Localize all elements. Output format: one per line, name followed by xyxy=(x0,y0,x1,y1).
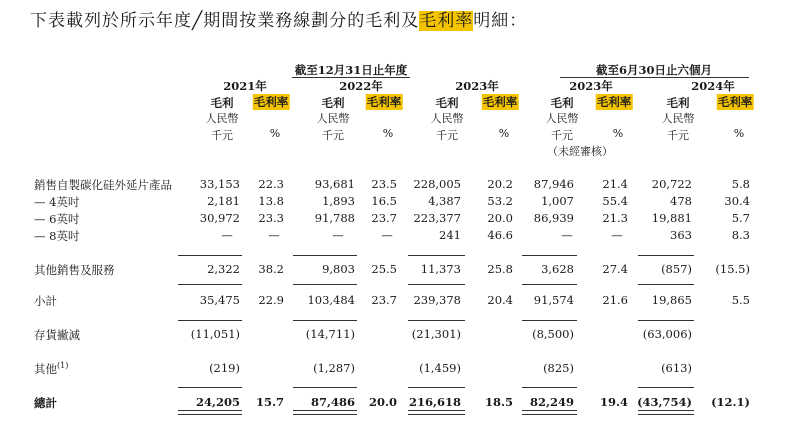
cell-gross-profit: 216,618 xyxy=(408,395,461,409)
cell-gross-profit: 223,377 xyxy=(413,211,461,225)
rule-before-writedown xyxy=(408,320,465,321)
cell-gross-profit: 2,181 xyxy=(207,194,240,208)
cell-gross-profit: (1,459) xyxy=(419,361,461,375)
col-currency: 人民幣 xyxy=(430,112,464,125)
cell-margin: 20.4 xyxy=(487,293,513,307)
year-header: 2023年 xyxy=(569,79,613,93)
cell-gross-profit: 93,681 xyxy=(314,177,355,191)
col-percent: % xyxy=(382,127,394,140)
rule-before-other-sales xyxy=(178,255,242,256)
col-gross-profit: 毛利 xyxy=(550,96,574,110)
intro-pre: 下表載列於所示年度╱期間按業務線劃分的毛利及 xyxy=(30,11,420,31)
double-rule-total xyxy=(522,410,577,415)
row-label-writedown: 存貨撇減 xyxy=(34,328,80,342)
cell-gross-profit: 19,881 xyxy=(651,211,692,225)
cell-margin: — xyxy=(268,228,280,242)
cell-gross-profit: 87,486 xyxy=(310,395,355,409)
intro-text xyxy=(30,6,527,31)
rule-before-total xyxy=(638,387,694,388)
cell-margin: 38.2 xyxy=(258,262,284,276)
col-unit: 千元 xyxy=(322,129,344,142)
rule-before-writedown xyxy=(293,320,357,321)
cell-margin: 55.4 xyxy=(602,194,628,208)
rule-after-other-sales xyxy=(408,284,465,285)
cell-gross-profit: — xyxy=(221,228,233,242)
cell-gross-profit: (1,287) xyxy=(313,361,355,375)
cell-margin: 20.0 xyxy=(487,211,513,225)
intro-highlight: 毛利率 xyxy=(419,11,474,31)
cell-margin: 30.4 xyxy=(724,194,750,208)
cell-margin: — xyxy=(611,228,623,242)
cell-gross-profit: 1,893 xyxy=(322,194,355,208)
col-unit: 千元 xyxy=(667,129,689,142)
cell-margin: — xyxy=(381,228,393,242)
group-header-fy: 截至12月31日止年度 xyxy=(294,63,408,77)
cell-gross-profit: 4,387 xyxy=(428,194,461,208)
cell-margin: 25.8 xyxy=(487,262,513,276)
col-unit: 千元 xyxy=(551,129,573,142)
row-label-sic: 銷售自製碳化硅外延片產品 xyxy=(34,178,172,192)
col-gross-profit: 毛利 xyxy=(666,96,690,110)
cell-gross-profit: 35,475 xyxy=(199,293,240,307)
rule-before-total xyxy=(408,387,465,388)
col-currency: 人民幣 xyxy=(316,112,350,125)
cell-gross-profit: (63,006) xyxy=(642,327,692,341)
col-gross-profit: 毛利 xyxy=(210,96,234,110)
rule-after-other-sales xyxy=(178,284,242,285)
cell-gross-profit: 91,574 xyxy=(533,293,574,307)
cell-gross-profit: 33,153 xyxy=(199,177,240,191)
cell-gross-profit: 1,007 xyxy=(541,194,574,208)
row-label-in4: — 4英吋 xyxy=(34,195,80,209)
col-percent: % xyxy=(612,127,624,140)
cell-margin: 5.8 xyxy=(731,177,750,191)
rule-after-other-sales xyxy=(522,284,577,285)
rule-before-writedown xyxy=(178,320,242,321)
cell-margin: 21.3 xyxy=(602,211,628,225)
cell-gross-profit: 24,205 xyxy=(195,395,240,409)
rule-before-writedown xyxy=(522,320,577,321)
cell-gross-profit: 3,628 xyxy=(541,262,574,276)
cell-margin: 23.5 xyxy=(371,177,397,191)
rule-before-other-sales xyxy=(408,255,465,256)
col-margin-highlight: 毛利率 xyxy=(482,95,518,109)
cell-gross-profit: 19,865 xyxy=(651,293,692,307)
cell-margin: 22.9 xyxy=(258,293,284,307)
cell-gross-profit: 228,005 xyxy=(413,177,461,191)
cell-gross-profit: 103,484 xyxy=(307,293,355,307)
cell-gross-profit: 91,788 xyxy=(314,211,355,225)
year-header: 2024年 xyxy=(691,79,735,93)
cell-gross-profit: (21,301) xyxy=(411,327,461,341)
cell-gross-profit: 2,322 xyxy=(207,262,240,276)
year-header: 2022年 xyxy=(339,79,383,93)
cell-margin: 23.3 xyxy=(258,211,284,225)
cell-gross-profit: 478 xyxy=(670,194,692,208)
col-gross-profit: 毛利 xyxy=(321,96,345,110)
row-label-in8: — 8英吋 xyxy=(34,229,80,243)
intro-post: 明細： xyxy=(473,11,528,31)
cell-gross-profit: 241 xyxy=(439,228,461,242)
cell-gross-profit: 82,249 xyxy=(529,395,574,409)
col-margin-highlight: 毛利率 xyxy=(717,95,753,109)
rule-before-other-sales xyxy=(638,255,694,256)
col-percent: % xyxy=(498,127,510,140)
col-unaudited-note: （未經審核） xyxy=(547,145,613,158)
rule-before-total xyxy=(293,387,357,388)
rule-before-writedown xyxy=(638,320,694,321)
col-currency: 人民幣 xyxy=(545,112,579,125)
col-unit: 千元 xyxy=(211,129,233,142)
cell-margin: 15.7 xyxy=(255,395,284,409)
cell-margin: 21.4 xyxy=(602,177,628,191)
col-margin-highlight: 毛利率 xyxy=(253,95,289,109)
col-currency: 人民幣 xyxy=(661,112,695,125)
group-header-6m: 截至6月30日止六個月 xyxy=(595,63,713,77)
cell-margin: 16.5 xyxy=(371,194,397,208)
cell-margin: 18.5 xyxy=(484,395,513,409)
footnote-marker: (1) xyxy=(57,361,69,371)
year-header: 2023年 xyxy=(455,79,499,93)
cell-gross-profit: (8,500) xyxy=(532,327,574,341)
col-margin-highlight: 毛利率 xyxy=(366,95,402,109)
cell-gross-profit: 239,378 xyxy=(413,293,461,307)
cell-margin: 23.7 xyxy=(371,211,397,225)
cell-margin: 20.2 xyxy=(487,177,513,191)
cell-margin: 8.3 xyxy=(731,228,750,242)
cell-gross-profit: (219) xyxy=(209,361,240,375)
cell-margin: 27.4 xyxy=(602,262,628,276)
row-label-in6: — 6英吋 xyxy=(34,212,80,226)
rule-before-total xyxy=(522,387,577,388)
cell-margin: 5.5 xyxy=(731,293,750,307)
cell-margin: (15.5) xyxy=(715,262,750,276)
double-rule-total xyxy=(408,410,465,415)
cell-margin: (12.1) xyxy=(711,395,750,409)
double-rule-total xyxy=(178,410,242,415)
cell-margin: 5.7 xyxy=(731,211,750,225)
col-margin-highlight: 毛利率 xyxy=(596,95,632,109)
cell-margin: 20.0 xyxy=(368,395,397,409)
row-label-others: 其他$^{(1)}$ xyxy=(34,361,69,376)
cell-margin: 21.6 xyxy=(602,293,628,307)
year-header: 2021年 xyxy=(223,79,267,93)
double-rule-total xyxy=(638,410,694,415)
rule-before-other-sales xyxy=(522,255,577,256)
cell-margin: 19.4 xyxy=(599,395,628,409)
row-label-other-sales: 其他銷售及服務 xyxy=(34,263,115,277)
cell-gross-profit: 87,946 xyxy=(533,177,574,191)
col-unit: 千元 xyxy=(436,129,458,142)
cell-margin: 22.3 xyxy=(258,177,284,191)
col-percent: % xyxy=(733,127,745,140)
cell-gross-profit: (43,754) xyxy=(637,395,692,409)
rule-before-total xyxy=(178,387,242,388)
rule-after-other-sales xyxy=(638,284,694,285)
rule-before-other-sales xyxy=(293,255,357,256)
cell-gross-profit: (857) xyxy=(661,262,692,276)
cell-gross-profit: (11,051) xyxy=(190,327,240,341)
double-rule-total xyxy=(293,410,357,415)
cell-gross-profit: — xyxy=(332,228,344,242)
cell-gross-profit: (825) xyxy=(543,361,574,375)
cell-margin: 23.7 xyxy=(371,293,397,307)
cell-gross-profit: 363 xyxy=(670,228,692,242)
cell-margin: 53.2 xyxy=(487,194,513,208)
col-gross-profit: 毛利 xyxy=(435,96,459,110)
cell-gross-profit: 11,373 xyxy=(420,262,461,276)
cell-gross-profit: — xyxy=(561,228,573,242)
cell-gross-profit: (14,711) xyxy=(305,327,355,341)
row-label-subtotal: 小計 xyxy=(34,294,57,308)
cell-gross-profit: 9,803 xyxy=(322,262,355,276)
col-currency: 人民幣 xyxy=(205,112,239,125)
cell-gross-profit: 30,972 xyxy=(199,211,240,225)
rule-after-other-sales xyxy=(293,284,357,285)
cell-gross-profit: 20,722 xyxy=(651,177,692,191)
col-percent: % xyxy=(269,127,281,140)
cell-margin: 25.5 xyxy=(371,262,397,276)
cell-gross-profit: 86,939 xyxy=(533,211,574,225)
cell-margin: 46.6 xyxy=(487,228,513,242)
cell-gross-profit: (613) xyxy=(661,361,692,375)
cell-margin: 13.8 xyxy=(258,194,284,208)
row-label-total: 總計 xyxy=(34,396,57,410)
